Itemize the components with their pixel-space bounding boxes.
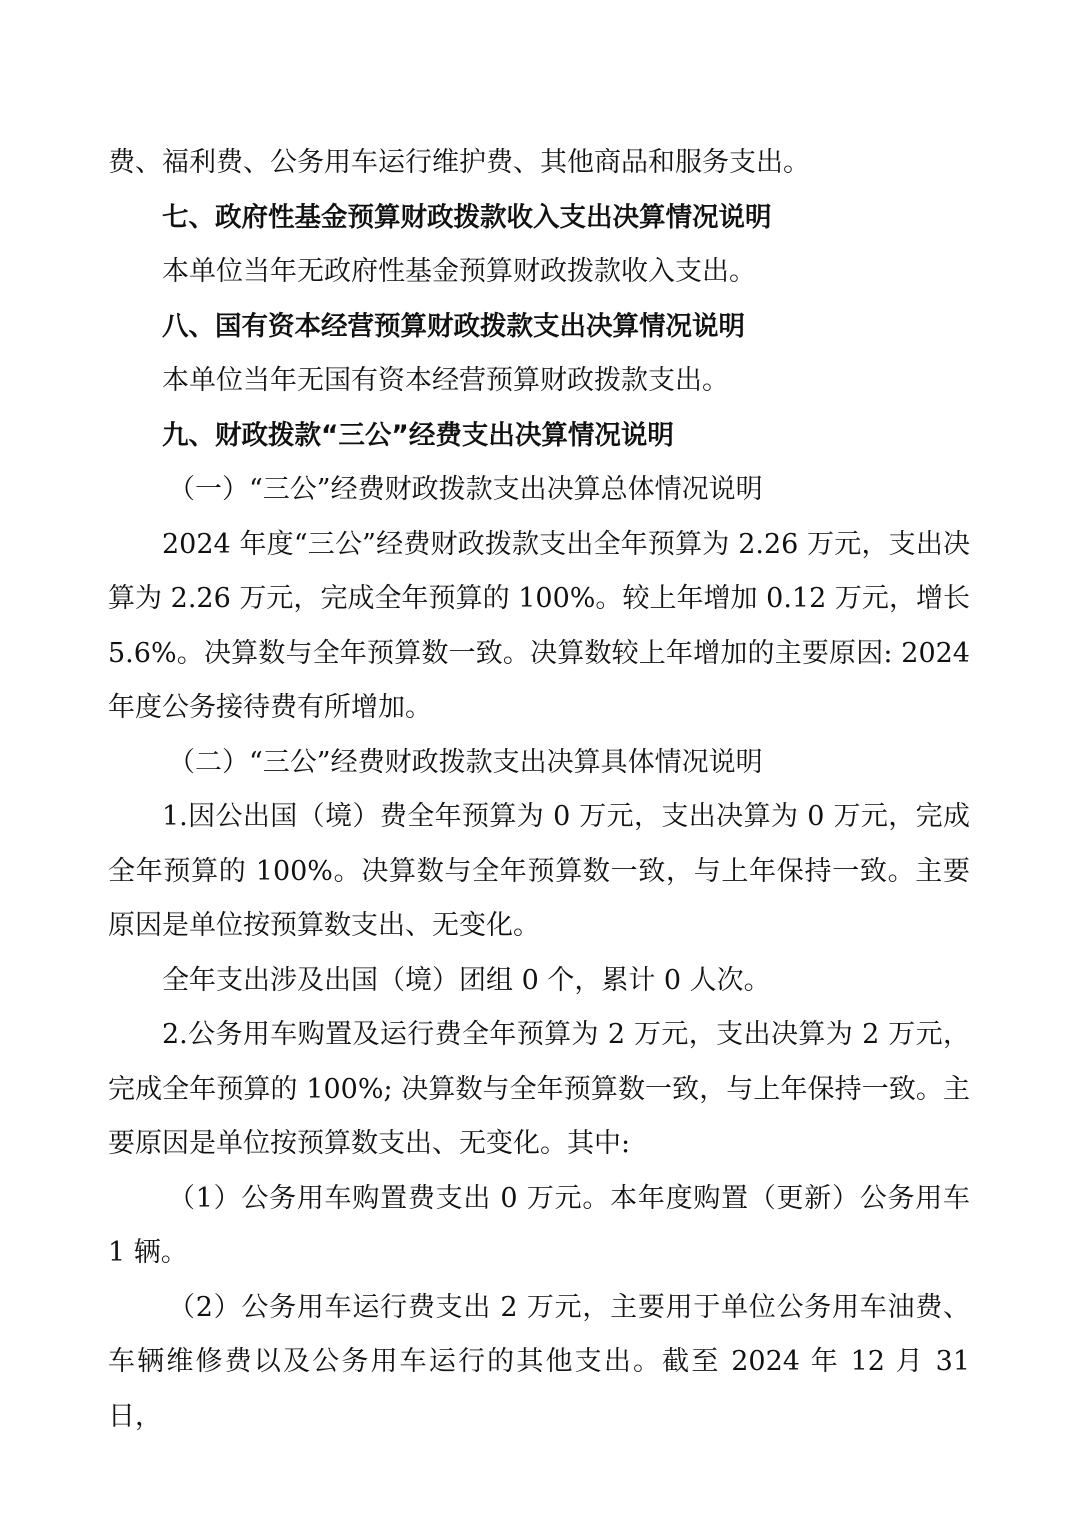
section-heading-8: 八、国有资本经营预算财政拨款支出决算情况说明 [162, 310, 745, 342]
paragraph-overseas-travel: 1.因公出国（境）费全年预算为 0 万元，支出决算为 0 万元，完成全年预算的 100%。决算数与全年预算数一致，与上年保持一致。主要原因是单位按预算数支出、无变化。 [108, 801, 970, 941]
paragraph-vehicle-operation: （2）公务用车运行费支出 2 万元，主要用于单位公务用车油费、车辆维修费以及公务用车运行的其他支出。截至 2024 年 12 月 31 日， [108, 1291, 970, 1432]
subsection-heading-2: （二）“三公”经费财政拨款支出决算具体情况说明 [168, 746, 763, 778]
paragraph-overall-summary: 2024 年度“三公”经费财政拨款支出全年预算为 2.26 万元，支出决算为 2.26 万元，完成全年预算的 100%。较上年增加 0.12 万元，增长 5.6%。决算数与全年预算数一致。决算数较上年增加的主要原因: 2024 年度公务接待费有所增加。 [108, 528, 970, 723]
document-body [108, 136, 970, 1444]
paragraph-vehicle-costs: 2.公务用车购置及运行费全年预算为 2 万元，支出决算为 2 万元，完成全年预算的 100%; 决算数与全年预算数一致，与上年保持一致。主要原因是单位按预算数支出、无变化。其中: [108, 1019, 970, 1159]
paragraph-continuation: 费、福利费、公务用车运行维护费、其他商品和服务支出。 [108, 147, 810, 178]
section-heading-9: 九、财政拨款“三公”经费支出决算情况说明 [162, 419, 674, 451]
section-heading-7: 七、政府性基金预算财政拨款收入支出决算情况说明 [162, 201, 772, 233]
paragraph-government-fund: 本单位当年无政府性基金预算财政拨款收入支出。 [162, 256, 756, 287]
paragraph-overseas-groups: 全年支出涉及出国（境）团组 0 个，累计 0 人次。 [162, 964, 771, 996]
paragraph-state-capital: 本单位当年无国有资本经营预算财政拨款支出。 [162, 365, 729, 396]
paragraph-vehicle-purchase: （1）公务用车购置费支出 0 万元。本年度购置（更新）公务用车 1 辆。 [108, 1182, 970, 1268]
subsection-heading-1: （一）“三公”经费财政拨款支出决算总体情况说明 [168, 474, 763, 505]
